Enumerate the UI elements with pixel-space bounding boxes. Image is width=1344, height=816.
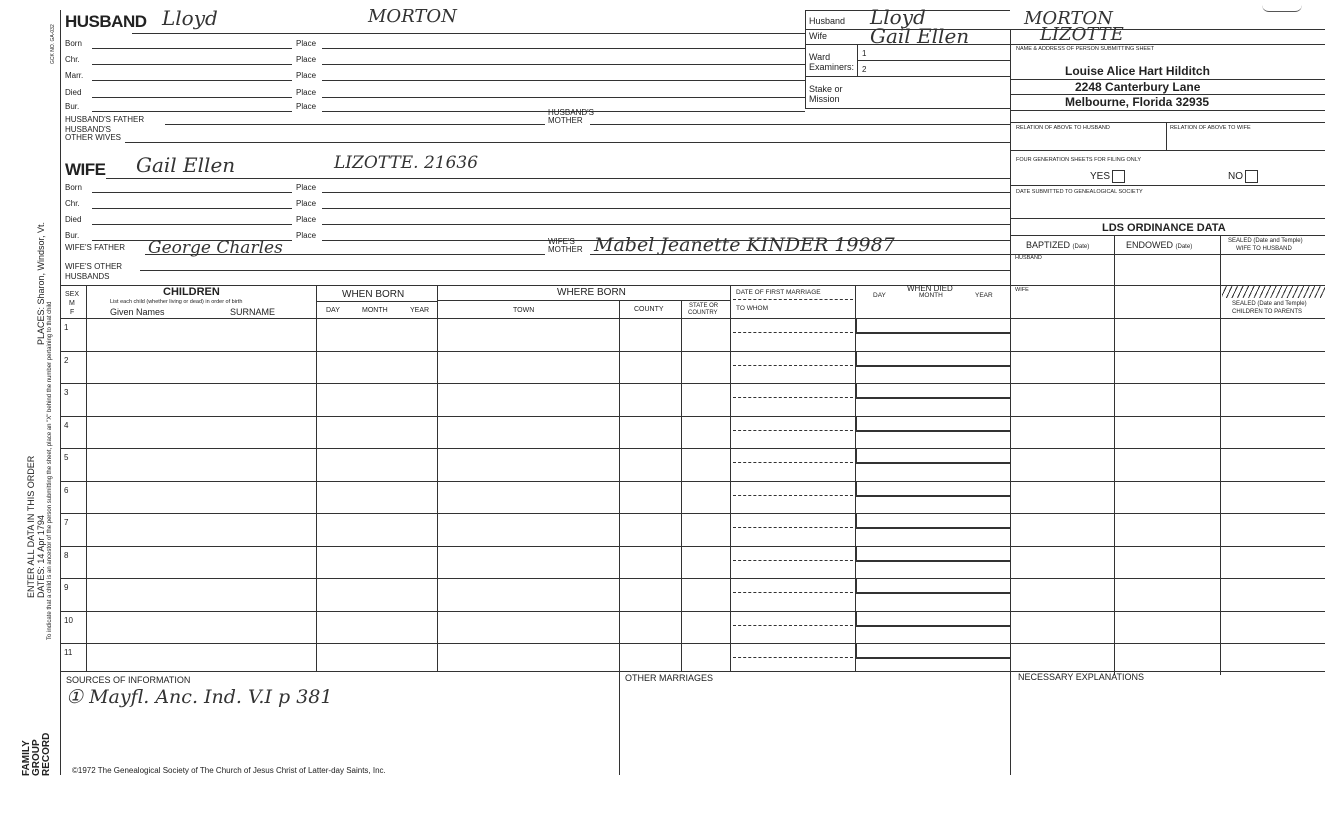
died-day-header: DAY [873, 292, 886, 299]
child-died-tick [855, 351, 857, 365]
child-row-divider [60, 383, 1325, 384]
hatched-cell [1222, 285, 1325, 298]
header-husband-value[interactable]: Lloyd [870, 5, 926, 29]
child-marriage-dash [733, 397, 853, 398]
corner-mark-icon [1262, 5, 1302, 12]
husband-died-place-label: Place [296, 88, 317, 97]
wife-given-name[interactable]: Gail Ellen [136, 153, 236, 177]
child-row-divider [60, 546, 1325, 547]
child-row-number: 2 [64, 355, 69, 365]
sealed-wife-header: SEALED (Date and Temple) [1228, 238, 1303, 244]
child-marriage-dash [733, 332, 853, 333]
husband-chr-place-label: Place [296, 55, 317, 64]
child-marriage-dash [733, 495, 853, 496]
wife-born-label: Born [65, 183, 82, 192]
husband-heading: HUSBAND [65, 12, 147, 31]
mission-label: Mission [809, 94, 840, 104]
child-died-tick [855, 578, 857, 592]
header-wife-label: Wife [809, 31, 827, 41]
husband-marr-label: Marr. [65, 71, 84, 80]
side-places: PLACES: Sharon, Windsor, Vt. [36, 221, 46, 345]
children-header: CHILDREN [163, 286, 220, 298]
sealed-children-header: SEALED (Date and Temple) [1232, 301, 1307, 307]
child-died-tick [855, 318, 857, 332]
wife-mother-value[interactable]: Mabel Jeanette KINDER 19987 [594, 234, 895, 256]
given-names-header: Given Names [110, 307, 165, 317]
header-wife-value[interactable]: Gail Ellen [870, 24, 970, 48]
examiner-2[interactable]: 2 [862, 65, 867, 74]
husband-chr-label: Chr. [65, 55, 80, 64]
wife-father-label: WIFE'S FATHER [65, 243, 126, 252]
child-row-number: 6 [64, 485, 69, 495]
child-row-divider [60, 448, 1325, 449]
form-title: FAMILY GROUP RECORD [21, 732, 52, 776]
no-checkbox[interactable] [1245, 170, 1258, 183]
died-month-header: MONTH [919, 292, 943, 299]
husband-bur-place-label: Place [296, 102, 317, 111]
submitter-name[interactable]: Louise Alice Hart Hilditch [1065, 64, 1210, 78]
child-row-divider [60, 611, 1325, 612]
child-marriage-dash [733, 592, 853, 593]
first-marriage-header: DATE OF FIRST MARRIAGE [736, 289, 821, 296]
date-submitted-label: DATE SUBMITTED TO GENEALOGICAL SOCIETY [1016, 189, 1143, 195]
when-born-header: WHEN BORN [342, 289, 405, 300]
side-dates: DATES: 14 Apr 1794 [36, 515, 46, 598]
child-died-line [855, 430, 1010, 432]
husband-born-label: Born [65, 39, 82, 48]
child-marriage-dash [733, 462, 853, 463]
child-died-line [855, 657, 1010, 659]
child-row-number: 10 [64, 615, 73, 625]
wife-bur-place-label: Place [296, 231, 317, 240]
husband-surname[interactable]: MORTON [368, 6, 457, 27]
yes-checkbox[interactable] [1112, 170, 1125, 183]
child-marriage-dash [733, 560, 853, 561]
side-child-note: To indicate that a child is an ancestor of the person submitting the sheet, place an "X" behind the number pertaining to that child [47, 301, 53, 640]
child-died-line [855, 365, 1010, 367]
lds-title: LDS ORDINANCE DATA [1102, 222, 1226, 234]
where-born-header: WHERE BORN [557, 287, 626, 298]
child-died-line [855, 495, 1010, 497]
no-option[interactable]: NO [1228, 170, 1258, 183]
child-row-divider [60, 481, 1325, 482]
sources-label: SOURCES OF INFORMATION [66, 675, 191, 685]
wife-heading: WIFE [65, 160, 106, 179]
died-year-header: YEAR [975, 292, 993, 299]
husband-marr-place-label: Place [296, 71, 317, 80]
sex-f: F [70, 309, 75, 316]
child-marriage-dash [733, 527, 853, 528]
side-enter-instructions: ENTER ALL DATA IN THIS ORDER [26, 455, 36, 598]
sex-header: SEX [65, 291, 80, 298]
child-row-number: 11 [64, 648, 73, 657]
town-header: TOWN [513, 307, 535, 314]
examiner-1[interactable]: 1 [862, 49, 867, 58]
child-died-line [855, 592, 1010, 594]
county-header: COUNTY [634, 306, 664, 313]
baptized-header: BAPTIZED (Date) [1026, 240, 1090, 250]
husband-bur-label: Bur. [65, 102, 80, 111]
four-gen-label: FOUR GENERATION SHEETS FOR FILING ONLY [1016, 157, 1142, 163]
when-died-header: WHEN DIED [907, 284, 953, 293]
born-day-header: DAY [326, 307, 340, 314]
wife-born-place-label: Place [296, 183, 317, 192]
child-row-number: 1 [64, 323, 69, 332]
child-died-tick [855, 481, 857, 495]
wife-chr-place-label: Place [296, 199, 317, 208]
wife-mother-label: WIFE'S [548, 237, 575, 246]
wife-other-husbands-label: WIFE'S OTHER [65, 262, 123, 271]
header-husband-surname[interactable]: MORTON [1024, 8, 1113, 29]
sealed-children-header-2: CHILDREN TO PARENTS [1232, 309, 1303, 315]
born-month-header: MONTH [362, 307, 388, 314]
child-row-number: 4 [64, 420, 69, 430]
child-died-line [855, 625, 1010, 627]
state-header: STATE OR [689, 303, 719, 309]
wife-mother-label-2: MOTHER [548, 245, 583, 254]
submitter-street[interactable]: 2248 Canterbury Lane [1075, 80, 1201, 94]
child-row-divider [60, 416, 1325, 417]
husband-other-wives-label-2: OTHER WIVES [65, 133, 122, 142]
necessary-explanations-label: NECESSARY EXPLANATIONS [1018, 672, 1145, 682]
husband-mother-label: HUSBAND'S [548, 108, 594, 117]
relation-husband-label: RELATION OF ABOVE TO HUSBAND [1016, 125, 1110, 131]
husband-died-label: Died [65, 88, 82, 97]
child-row-divider [60, 643, 1325, 644]
child-row-divider [60, 513, 1325, 514]
sources-value[interactable]: ① Mayfl. Anc. Ind. V.I p 381 [66, 686, 333, 708]
child-died-line [855, 462, 1010, 464]
submitter-label: NAME & ADDRESS OF PERSON SUBMITTING SHEET [1016, 46, 1155, 52]
child-marriage-dash [733, 625, 853, 626]
child-died-line [855, 527, 1010, 529]
state-header-2: COUNTRY [688, 310, 718, 316]
wife-bur-label: Bur. [65, 231, 80, 240]
header-husband-label: Husband [809, 16, 846, 26]
child-died-tick [855, 513, 857, 527]
ward-label: Ward [809, 52, 831, 62]
lds-husband-label: HUSBAND [1015, 255, 1042, 261]
wife-died-label: Died [65, 215, 82, 224]
child-died-tick [855, 448, 857, 462]
sealed-wife-header-2: WIFE TO HUSBAND [1236, 246, 1292, 252]
child-died-tick [855, 416, 857, 430]
copyright-line: ©1972 The Genealogical Society of The Church of Jesus Christ of Latter-day Saints, Inc. [72, 766, 386, 775]
wife-chr-label: Chr. [65, 199, 80, 208]
child-row-divider [60, 578, 1325, 579]
husband-given-name[interactable]: Lloyd [162, 6, 218, 30]
examiners-label: Examiners: [809, 62, 855, 72]
child-row-number: 3 [64, 388, 69, 397]
husband-mother-label-2: MOTHER [548, 116, 583, 125]
yes-option[interactable]: YES [1090, 170, 1125, 183]
child-marriage-dash [733, 657, 853, 658]
child-marriage-dash [733, 365, 853, 366]
child-row-number: 5 [64, 453, 69, 462]
endowed-header: ENDOWED (Date) [1126, 240, 1193, 250]
child-marriage-dash [733, 430, 853, 431]
child-died-tick [855, 611, 857, 625]
wife-died-place-label: Place [296, 215, 317, 224]
husband-other-wives-label: HUSBAND'S [65, 125, 111, 134]
child-row-number: 8 [64, 550, 69, 560]
submitter-city[interactable]: Melbourne, Florida 32935 [1065, 95, 1210, 109]
form-code: GCK NO. GA-032 [50, 24, 56, 64]
surname-header: SURNAME [230, 307, 276, 317]
lds-wife-label: WIFE [1015, 287, 1029, 293]
sex-m: M [69, 300, 75, 307]
stake-label: Stake or [809, 84, 843, 94]
wife-father-value[interactable]: George Charles [148, 238, 283, 258]
husband-father-label: HUSBAND'S FATHER [65, 115, 145, 124]
child-died-tick [855, 383, 857, 397]
child-died-line [855, 397, 1010, 399]
born-year-header: YEAR [410, 307, 430, 314]
child-row-divider [60, 351, 1325, 352]
child-died-tick [855, 546, 857, 560]
other-marriages-label: OTHER MARRIAGES [625, 673, 714, 683]
child-died-tick [855, 643, 857, 657]
child-died-line [855, 332, 1010, 334]
wife-other-husbands-label-2: HUSBANDS [65, 272, 110, 281]
wife-surname[interactable]: LIZOTTE. 21636 [334, 153, 479, 173]
to-whom-header: TO WHOM [736, 305, 769, 312]
child-row-number: 7 [64, 518, 69, 527]
children-note: List each child (whether living or dead) in order of birth [110, 299, 243, 305]
husband-born-place-label: Place [296, 39, 317, 48]
header-wife-surname[interactable]: LIZOTTE [1040, 24, 1124, 45]
child-row-number: 9 [64, 583, 69, 592]
child-died-line [855, 560, 1010, 562]
relation-wife-label: RELATION OF ABOVE TO WIFE [1170, 125, 1251, 131]
